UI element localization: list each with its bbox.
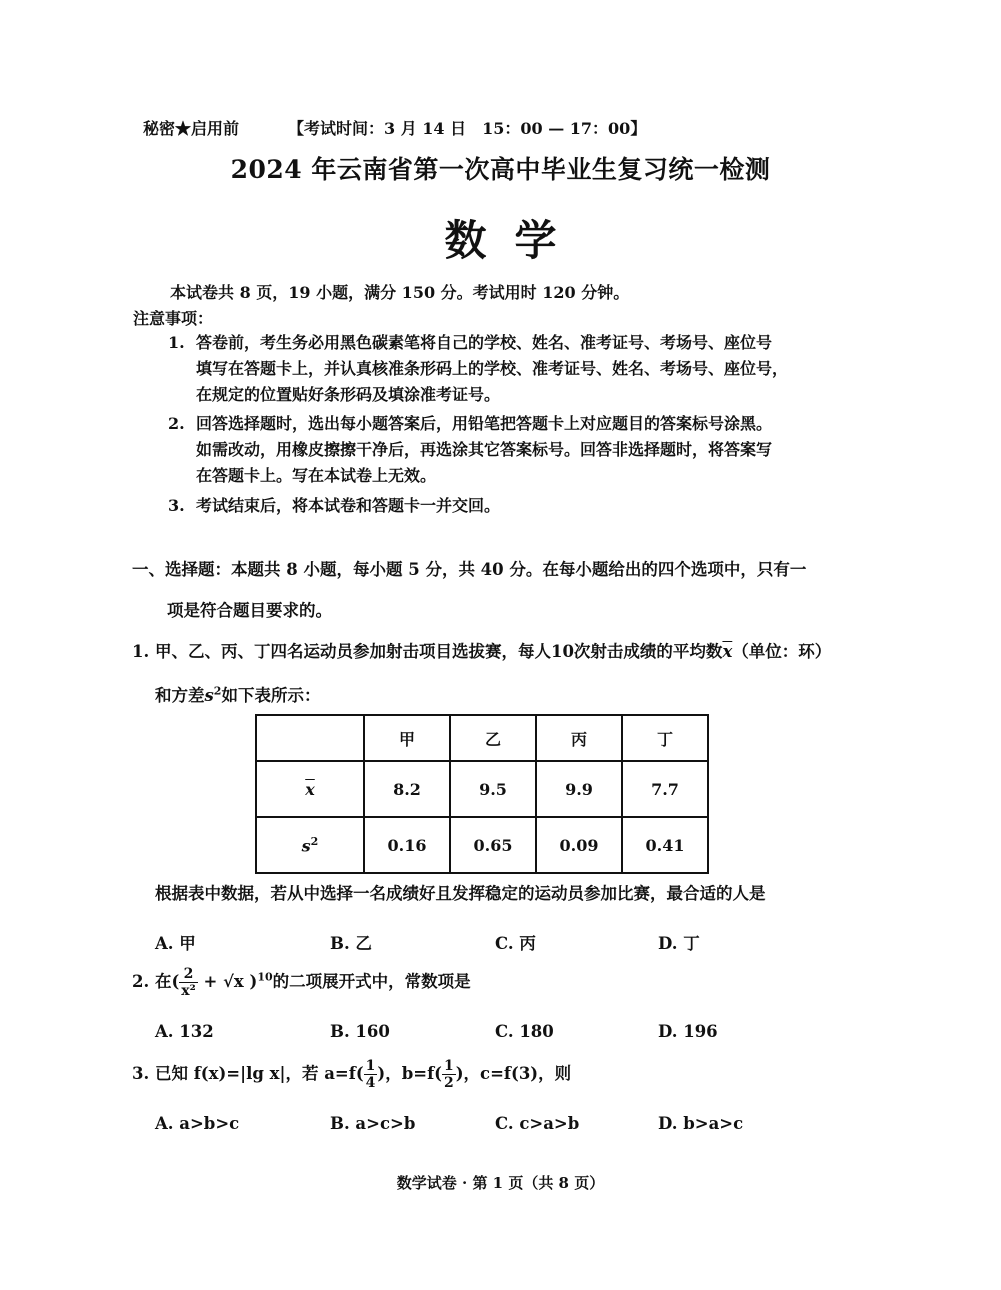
table-header-cell: 乙: [450, 715, 536, 761]
table-cell: 0.09: [536, 817, 622, 873]
denominator: 2: [443, 1075, 454, 1091]
table-cell: 8.2: [364, 761, 450, 817]
question-text: 和方差: [155, 686, 205, 705]
secret-label: 秘密★启用前: [143, 119, 240, 138]
note-item-1: [168, 330, 788, 408]
note-item-2: [168, 411, 772, 489]
table-row-label: [256, 817, 364, 873]
option-a: A. 甲: [155, 934, 196, 953]
question-text: 2. 在(: [132, 972, 180, 991]
variance-symbol: s: [301, 836, 311, 856]
exponent: 10: [257, 970, 273, 984]
table-row: [256, 715, 708, 761]
question-text: )，b=f(: [377, 1064, 442, 1083]
table-header-cell: 丙: [536, 715, 622, 761]
table-cell: 0.65: [450, 817, 536, 873]
table-cell: [256, 715, 364, 761]
table-cell: 9.5: [450, 761, 536, 817]
question-3-stem: [132, 1058, 571, 1091]
note-line: 如需改动，用橡皮擦擦干净后，再选涂其它答案标号。回答非选择题时，将答案写: [196, 440, 773, 459]
option-c: C. c>a>b: [495, 1114, 580, 1133]
note-number: 2.: [168, 414, 185, 433]
exam-title: 2024 年云南省第一次高中毕业生复习统一检测: [230, 155, 771, 184]
table-row-label: [256, 761, 364, 817]
subject-title: 数学: [444, 216, 585, 265]
numerator: 1: [365, 1058, 376, 1074]
option-c: C. 丙: [495, 934, 536, 953]
option-a: A. 132: [155, 1022, 214, 1041]
note-line: 回答选择题时，选出每小题答案后，用铅笔把答题卡上对应题目的答案标号涂黑。: [196, 414, 773, 433]
table-row: [256, 817, 708, 873]
exam-time: 【考试时间：3 月 14 日 15：00 — 17：00】: [288, 119, 647, 138]
question-1-prompt: 根据表中数据，若从中选择一名成绩好且发挥稳定的运动员参加比赛，最合适的人是: [155, 884, 766, 903]
section-heading: 一、选择题：本题共 8 小题，每小题 5 分，共 40 分。在每小题给出的四个选项中，只有一: [132, 560, 807, 579]
table-row: [256, 761, 708, 817]
option-d: D. 丁: [658, 934, 700, 953]
superscript: 2: [310, 834, 319, 848]
question-text: 1. 甲、乙、丙、丁四名运动员参加射击项目选拔赛，每人10次射击成绩的平均数: [132, 642, 723, 661]
section-heading-cont: 项是符合题目要求的。: [167, 601, 332, 620]
note-line: 考试结束后，将本试卷和答题卡一并交回。: [196, 496, 501, 515]
option-d: D. b>a>c: [658, 1114, 744, 1133]
note-line: 答卷前，考生务必用黑色碳素笔将自己的学校、姓名、准考证号、考场号、座位号: [196, 333, 773, 352]
fraction: [364, 1058, 378, 1091]
question-text: 的二项展开式中，常数项是: [272, 972, 471, 991]
mean-symbol: $\overline{x}$: [305, 779, 315, 799]
note-line: 填写在答题卡上，并认真核准条形码上的学校、准考证号、姓名、考场号、座位号，: [196, 359, 789, 378]
table-cell: 9.9: [536, 761, 622, 817]
option-b: B. a>c>b: [330, 1114, 416, 1133]
question-1-stem-2: [155, 682, 320, 706]
note-item-3: [168, 493, 500, 519]
question-text: )，c=f(3)，则: [455, 1064, 572, 1083]
option-c: C. 180: [495, 1022, 554, 1041]
note-line: 在规定的位置贴好条形码及填涂准考证号。: [196, 385, 501, 404]
question-2-stem: [132, 966, 471, 999]
table-cell: 0.41: [622, 817, 708, 873]
page-footer: 数学试卷 · 第 1 页（共 8 页）: [396, 1174, 605, 1192]
fraction: [442, 1058, 456, 1091]
question-text: 3. 已知 f(x)=|lg x|，若 a=f(: [132, 1064, 364, 1083]
table-header-cell: 甲: [364, 715, 450, 761]
option-d: D. 196: [658, 1022, 718, 1041]
table-header-cell: 丁: [622, 715, 708, 761]
superscript: 2: [213, 684, 222, 698]
numerator: 2: [179, 966, 197, 983]
table-cell: 0.16: [364, 817, 450, 873]
note-number: 1.: [168, 333, 185, 352]
question-1-stem: [132, 638, 831, 662]
mean-symbol: $\overline{x}$: [722, 642, 733, 661]
question-text: （单位：环）: [732, 642, 832, 661]
fraction: [179, 966, 197, 999]
question-text: + √x ): [197, 972, 258, 991]
variance-symbol: s: [204, 686, 214, 705]
note-line: 在答题卡上。写在本试卷上无效。: [196, 466, 437, 485]
option-a: A. a>b>c: [155, 1114, 240, 1133]
exam-summary: 本试卷共 8 页，19 小题，满分 150 分。考试用时 120 分钟。: [170, 283, 630, 302]
table-cell: 7.7: [622, 761, 708, 817]
denominator: 4: [365, 1075, 376, 1091]
option-b: B. 乙: [330, 934, 372, 953]
notes-heading: 注意事项：: [133, 309, 214, 328]
numerator: 1: [443, 1058, 454, 1074]
denominator: x²: [181, 983, 196, 999]
note-number: 3.: [168, 496, 185, 515]
question-text: 如下表所示：: [221, 686, 321, 705]
option-b: B. 160: [330, 1022, 390, 1041]
data-table: [255, 714, 709, 874]
